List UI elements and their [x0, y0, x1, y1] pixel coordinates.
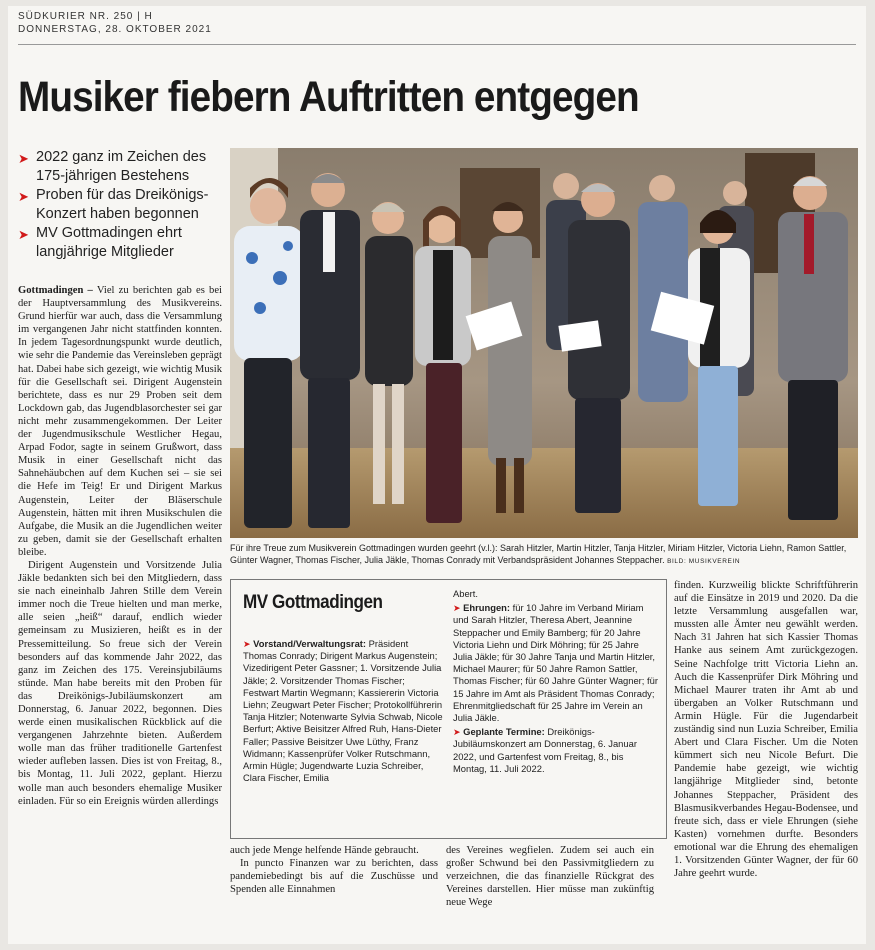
termine-text: Dreikönigs-Jubiläumskonzert am Donnerstag, 6. Januar 2022, und Gartenfest vom Freitag, 8., bis Montag, 11. Juli 2022. — [453, 726, 637, 774]
col2-lead: Abert. — [453, 588, 479, 599]
article-column-right — [674, 579, 858, 929]
ehrungen-section — [453, 602, 658, 724]
red-arrow-icon: ➤ — [453, 603, 461, 614]
info-box-title: MV Gottmadingen — [243, 592, 383, 613]
red-arrow-icon: ➤ — [453, 727, 461, 738]
article-column-mid2 — [446, 844, 654, 926]
ehrungen-heading: Ehrungen: — [463, 602, 511, 614]
photo-caption-text: Für ihre Treue zum Musikverein Gottmadingen wurden geehrt (v.l.): Sarah Hitzler, Martin Hitzler, Tanja Hitzler, Miriam Hitzler, Victoria Liehn, Ramon Sattler, Günter Wagner, Thomas Fischer, Julia Jäkle, Thomas Conrady mit Verbandspräsident Johannes Steppacher. — [230, 543, 847, 565]
bullet-text: MV Gottmadingen ehrt langjährige Mitglieder — [36, 225, 182, 260]
header-rule — [18, 44, 856, 45]
headline: Musiker fiebern Auftritten entgegen — [18, 73, 639, 121]
dateline: Gottmadingen – — [18, 285, 93, 296]
masthead-date: DONNERSTAG, 28. OKTOBER 2021 — [18, 24, 212, 35]
vorstand-heading: Vorstand/Verwaltungsrat: — [253, 638, 367, 649]
article-column-left — [18, 284, 222, 914]
termine-section — [453, 726, 658, 775]
bullet-item — [18, 186, 226, 224]
group-photo-image — [230, 148, 858, 538]
article-text: Viel zu berichten gab es bei der Hauptversammlung des Musikvereins. Grund hierfür war auch, dass die Versammlung im vergangenen Jahr nicht stattfinden konnten. In jedem Tagesordnungspunkt wurde deutlich, wie sehr die Pandemie das Vereinsleben geprägt hat. Dabei habe sich gezeigt, wie wichtig Musik für die Gesellschaft sei. Dirigent Augenstein berichtete, dass es nur 29 Proben seit dem Lockdown gab, das Jugendblasorchester sei gar nicht mehr zusammengekommen. Der Leiter der Jugendmusikschule Westlicher Hegau, Arpad Fodor, sagte in seinem Grußwort, dass Musik in einer Gesellschaft nicht das Sahnehäubchen auf dem Kuchen sei – sie sei die Hefe im Teig! Er und Dirigent Markus Augenstein, Leiter der Bläserschule Augenstein, hätten mit ihren Musikschulen die Aufgabe, die Musik an die Jugendlichen weiter zu geben, damit sie der Gesellschaft erhalten bleibe. — [18, 285, 222, 558]
vorstand-section — [243, 638, 443, 784]
masthead-issue: SÜDKURIER NR. 250 | H — [18, 11, 153, 22]
article-paragraph: In puncto Finanzen war zu berichten, dass pandemiebedingt bis auf die Zuschüsse und Spenden alle Einnahmen — [230, 858, 438, 896]
ehrungen-text: für 10 Jahre im Verband Miriam und Sarah Hitzler, Theresa Abert, Jeannine Steppacher und Emily Bamberg; für 20 Jahre Victoria Liehn und Dirk Möhring; für 25 Jahre Julia Jäkle; für 30 Jahre Tanja und Martin Hitzler, Michael Maurer; für 50 Jahre Ramon Sattler, Thomas Fischer; für 60 Jahre Günter Wagner; für 15 Jahre im Amt als Präsident Thomas Conrady; Ehrenmitgliedschaft für 25 Jahre im Verein an Julia Jäkle. — [453, 602, 658, 724]
article-column-mid — [230, 844, 438, 926]
bullet-text: 2022 ganz im Zeichen des 175-jährigen Bestehens — [36, 149, 207, 184]
info-box-column-left — [243, 638, 443, 786]
subheadline-bullets — [18, 148, 226, 262]
bullet-item — [18, 148, 226, 186]
article-paragraph: Dirigent Augenstein und Vorsitzende Julia Jäkle bedankten sich bei den Mitgliedern, dass sie nach eineinhalb Jahren Stille dem Verein immer noch die Treue hielten und man merke, alle seien „heiß“ darauf, endlich wieder gemeinsam zu Musizieren, heißt es in der Pressemitteilung. So freue sich der Verein besonders auf das kommende Jahr 2022, das ganz im Zeichen des 175. Vereinsjubiläums stünde. Man habe bereits mit den Proben für das Dreikönigs-Jubiläumskonzert am Donnerstag, 6. Januar 2022, begonnen. Dies werde einen musikalischen Rückblick auf die vergangenen Jahrzehnte bieten. Außerdem wolle man das früher traditionelle Gartenfest wieder aufleben lassen. Dies ist von Freitag, 8., bis Montag, 11. Juli 2022, geplant. Hierzu wolle man auch besonders ehemalige Musiker einladen. Für so ein Ereignis würden allerdings — [18, 559, 222, 807]
red-arrow-icon: ➤ — [243, 639, 251, 649]
info-box-column-right — [453, 588, 658, 777]
group-photo — [230, 148, 858, 538]
newspaper-page — [8, 6, 866, 944]
red-arrow-icon: ➤ — [18, 227, 29, 242]
info-box — [230, 579, 667, 839]
masthead — [18, 10, 212, 36]
red-arrow-icon: ➤ — [18, 151, 29, 166]
article-paragraph: auch jede Menge helfende Hände gebraucht. — [230, 845, 419, 856]
article-paragraph: des Vereines wegfielen. Zudem sei auch ein großer Schwund bei den Passivmitgliedern zu verzeichnen, die das finanzielle Rückgrat des Vereines darstellen. Hier müsse man zukünftig neue Wege — [446, 845, 654, 909]
termine-heading: Geplante Termine: — [463, 726, 545, 738]
bullet-text: Proben für das Dreikönigs-Konzert haben begonnen — [36, 187, 209, 222]
photo-caption — [230, 542, 858, 568]
article-paragraph: finden. Kurzweilig blickte Schriftführerin auf die Einsätze in 2019 und 2020. Da die letzte Versammlung ausgefallen war, mussten alle Ämter neu gewählt werden. Nach 31 Jahren hat sich Kassier Thomas Hanke aus seinem Amt zurückgezogen. Seine Nachfolge tritt Victoria Liehn an. Auch die Kassenprüfer Dirk Möhring und Michael Maurer traten ihr Amt ab und übergaben an Volker Rutschmann und Armin Hügle. Für die Jugendarbeit zuständig sind nun Luzia Schreiber, Emilia Abert und Clara Fischer. Um die Noten kümmert sich neu Nicole Befurt. Die Pandemie habe gezeigt, wie wichtig langjährige Mitglieder sind, betonte Johannes Steppacher, Präsident des Blasmusikverbandes Hegau-Bodensee, und freute sich, dass er viele Ehrungen (siehe Kasten) vornehmen durfte. Besonders emotional war die Ehrung des ehemaligen 1. Vorsitzenden Günter Wagner, der für 60 Jahre geehrt wurde. — [674, 580, 858, 880]
photo-credit: BILD: MUSIKVEREIN — [667, 558, 741, 565]
article-paragraph — [18, 284, 222, 559]
red-arrow-icon: ➤ — [18, 189, 29, 204]
vorstand-text: Präsident Thomas Conrady; Dirigent Markus Augenstein; Vizedirigent Peter Gassner; 1. Vorsitzende Julia Jäkle; 2. Vorsitzender Thomas Fischer; Festwart Martin Wegmann; Kassiererin Victoria Liehn; Zeugwart Peter Fischer; Protokollführerin Tanja Hitzler; Notenwarte Sylvia Schwab, Nicole Berfurt; Aktive Beisitzer Alfred Ruh, Hans-Dieter Faller; Passive Beisitzer Uwe Lüthy, Franz Widmann; Kassenprüfer Volker Rutschmann, Armin Hügle; Jugendwarte Luzia Schreiber, Clara Fischer, Emilia — [243, 638, 443, 784]
bullet-item — [18, 224, 226, 262]
